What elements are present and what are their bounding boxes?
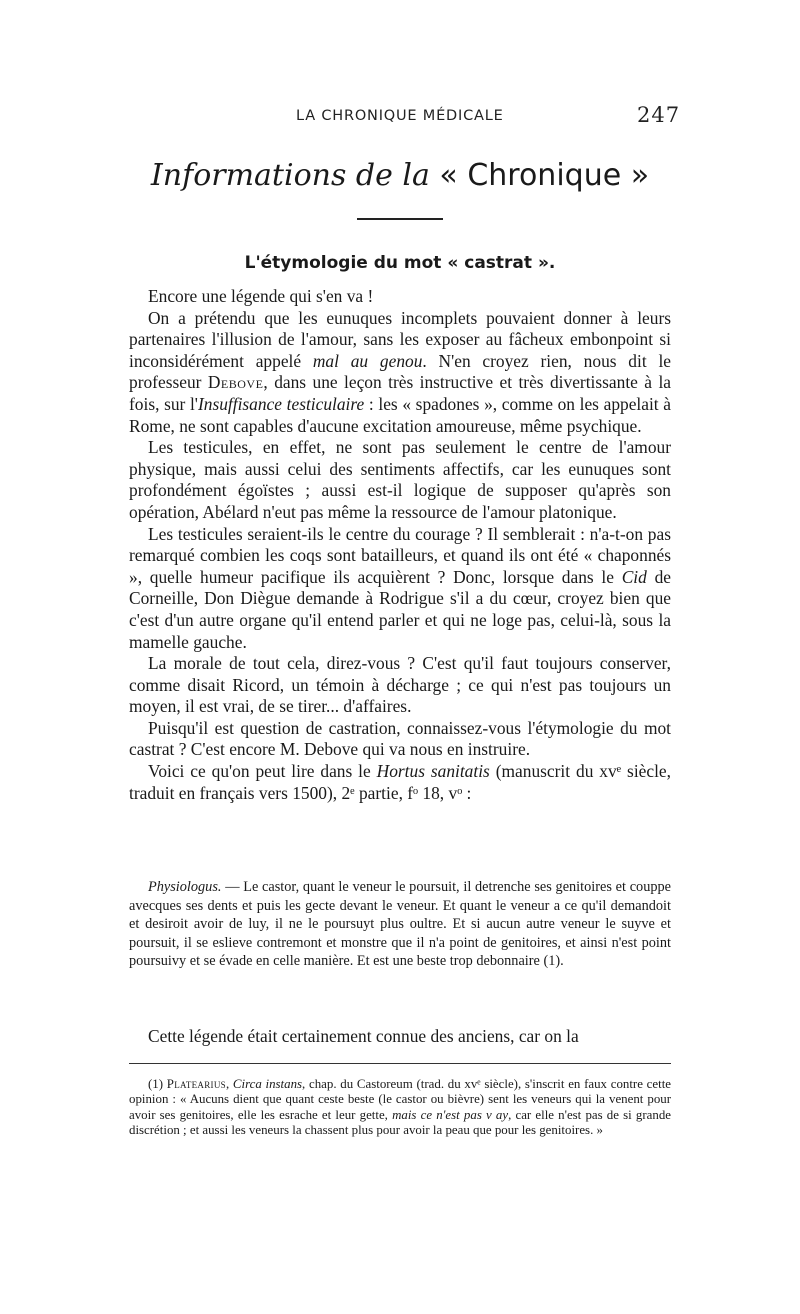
section-heading [0, 158, 800, 193]
quotation [129, 878, 671, 971]
paragraph-text: , dans une leçon très instructive et très divertissante à la fois, sur l' [129, 372, 671, 414]
paragraph-2 [129, 308, 671, 438]
footnote [129, 1077, 671, 1139]
author-name: Debove [207, 372, 264, 393]
continuation-paragraph [129, 1026, 671, 1048]
footnote-text: , chap. du Castoreum (trad. du xvᵉ siècle), s'inscrit en faux contre cette opinion : « Aucuns dient que quant ceste beste (le castor ou bièvre) sent les veneurs qui la venent pour avoir ses genitoires, elle les esrache et leur gette, [129, 1077, 671, 1122]
section-heading-sans: « Chronique » [439, 158, 650, 193]
continuation [129, 1026, 671, 1048]
paragraph-3 [129, 437, 671, 523]
paragraph-text: (manuscrit du xvᵉ siècle, traduit en français vers 1500), 2ᵉ partie, fᵒ 18, vᵒ : [129, 761, 671, 803]
quotation-text: — Le castor, quant le veneur le poursuit, il detrenche ses genitoires et couppe avecques ses dents et puis les gecte devant le veneur. Et quant le veneur a ce qu'il demandoit et desiroit avoir de luy, il ne le poursuyt plus oultre. Et si aucun autre veneur le suyve et poursuit, il se eslieve contremont et monstre que il n'a point de genitoires, et ainsi n'est point poursuivy et se évade en celle manière. Et est une beste trop debonnaire (1). [129, 879, 671, 970]
footnote-text: , car elle n'est pas de si grande discrétion ; et aussi les veneurs la chassent plus pour avoir la peau que pour les genitoires. » [129, 1107, 671, 1138]
paragraph-text: . N'en croyez rien, nous dit le professeur [129, 350, 671, 393]
footnote-work: Circa instans [232, 1077, 303, 1091]
paragraph-7 [129, 761, 671, 804]
article-body [129, 286, 671, 804]
page-number: 247 [637, 103, 681, 127]
paragraph-text: La morale de tout cela, direz-vous ? C'est qu'il faut toujours conserver, comme disait Ricord, un témoin à décharge ; ce qui n'est pas toujours un moyen, il est vrai, de se tirer... d'affaires. [129, 653, 671, 717]
italic-phrase: Hortus sanitatis [376, 761, 490, 782]
italic-phrase: mal au genou [312, 350, 423, 371]
paragraph-6 [129, 718, 671, 761]
footnote-text: , [225, 1077, 233, 1091]
article-title: L'étymologie du mot « castrat ». [244, 253, 556, 273]
quotation-lead: Physiologus. [148, 879, 222, 895]
heading-rule [357, 218, 443, 220]
running-header [0, 103, 800, 132]
paragraph-1 [129, 286, 671, 308]
paragraph-5 [129, 653, 671, 718]
paragraph-text: Les testicules, en effet, ne sont pas seulement le centre de l'amour physique, mais aussi celui des sentiments affectifs, car les eunuques sont profondément égoïstes ; aussi est-il logique de supposer qu'après son opération, Abélard n'eut pas même la ressource de l'amour platonique. [129, 437, 671, 522]
paragraph-4 [129, 524, 671, 654]
footnote-divider [129, 1063, 671, 1064]
quotation-paragraph [129, 878, 671, 971]
paragraph-text: de Corneille, Don Diègue demande à Rodrigue s'il a du cœur, croyez bien que c'est d'un autre organe qu'il entend parler et qui ne loge pas, celui-là, sous la mamelle gauche. [129, 566, 671, 652]
footnote-marker: (1) [148, 1077, 167, 1091]
footnote-paragraph [129, 1077, 671, 1139]
footnote-italic: mais ce n'est pas v ay [392, 1107, 509, 1122]
paragraph-text: Cette légende était certainement connue des anciens, car on la [148, 1026, 579, 1046]
paragraph-text: : les « spadones », comme on les appelait à Rome, ne sont capables d'aucune excitation amoureuse, même psychique. [129, 393, 672, 436]
paragraph-text: On a prétendu que les eunuques incomplets pouvaient donner à leurs partenaires l'illusion de l'amour, sans les exposer au fâcheux embonpoint si inconsidérément appelé [129, 307, 671, 371]
paragraph-text: Les testicules seraient-ils le centre du courage ? Il semblerait : n'a-t-on pas remarqué combien les coqs sont batailleurs, et quand ils ont été « chaponnés », quelle humeur pacifique ils acquièrent ? Donc, lorsque dans le [129, 523, 671, 587]
section-heading-script: Informations de la [150, 158, 430, 193]
paragraph-text: Puisqu'il est question de castration, connaissez-vous l'étymologie du mot castrat ? C'est encore M. Debove qui va nous en instruire. [129, 717, 671, 760]
paragraph-text: Voici ce qu'on peut lire dans le [148, 761, 377, 782]
italic-phrase: Insuffisance testiculaire [197, 393, 365, 414]
italic-phrase: Cid [621, 566, 647, 587]
journal-title: LA CHRONIQUE MÉDICALE [296, 108, 504, 124]
paragraph-text: Encore une légende qui s'en va ! [148, 286, 374, 306]
footnote-author: Platearius [166, 1077, 226, 1091]
